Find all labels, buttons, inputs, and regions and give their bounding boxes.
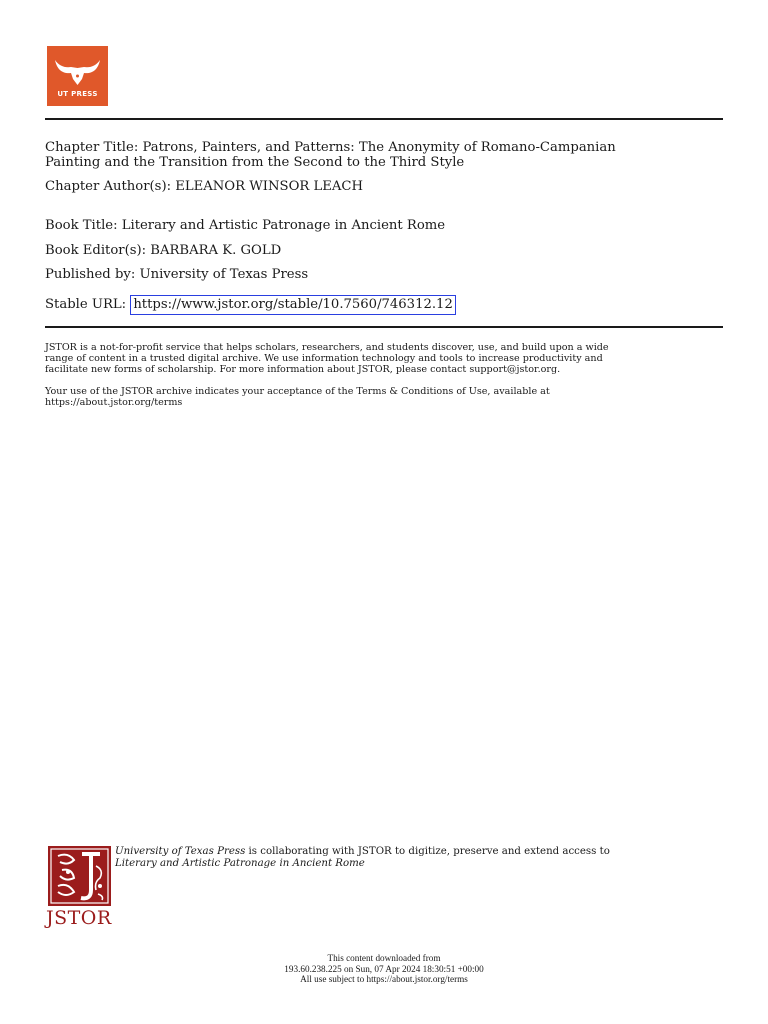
stable-url-link[interactable]: https://www.jstor.org/stable/10.7560/746312.12 bbox=[130, 295, 456, 315]
collaboration-line-2 bbox=[115, 858, 715, 870]
notice-line-1: JSTOR is a not-for-profit service that helps scholars, researchers, and students discover, use, and build upon a wide bbox=[45, 342, 609, 353]
terms-notice bbox=[45, 386, 705, 408]
stable-url-label: Stable URL: bbox=[45, 297, 127, 312]
chapter-title-line-2: Painting and the Transition from the Second to the Third Style bbox=[45, 155, 465, 170]
jstor-notice bbox=[45, 342, 705, 375]
publisher-name: University of Texas Press bbox=[115, 846, 246, 857]
published-by: Published by: University of Texas Press bbox=[45, 267, 309, 282]
ut-press-logo bbox=[47, 46, 108, 106]
top-divider bbox=[45, 118, 723, 120]
jstor-wordmark: JSTOR bbox=[46, 907, 112, 929]
jstor-seal-icon bbox=[48, 846, 111, 906]
terms-line-1: Your use of the JSTOR archive indicates your acceptance of the Terms & Conditions of Use, available at bbox=[45, 386, 550, 397]
logo-text: UT PRESS bbox=[57, 90, 98, 98]
collaboration-text: is collaborating with JSTOR to digitize, preserve and extend access to bbox=[245, 846, 610, 857]
footer-line-3: All use subject to https://about.jstor.org/terms bbox=[300, 974, 468, 984]
collaboration-statement bbox=[115, 846, 715, 869]
download-footer bbox=[0, 953, 768, 985]
collaboration-line-1 bbox=[115, 846, 715, 858]
notice-line-2: range of content in a trusted digital archive. We use information technology and tools to increase productivity and bbox=[45, 353, 603, 364]
chapter-authors: Chapter Author(s): ELEANOR WINSOR LEACH bbox=[45, 179, 364, 194]
footer-line-2: 193.60.238.225 on Sun, 07 Apr 2024 18:30:51 +00:00 bbox=[284, 963, 484, 974]
terms-link[interactable]: https://about.jstor.org/terms bbox=[45, 397, 183, 408]
collaboration-book: Literary and Artistic Patronage in Ancient Rome bbox=[115, 857, 365, 869]
footer-line-1: This content downloaded from bbox=[327, 953, 441, 963]
middle-divider bbox=[45, 326, 723, 328]
notice-line-3: facilitate new forms of scholarship. For more information about JSTOR, please contact support@jstor.org. bbox=[45, 364, 561, 375]
chapter-title-line-1: Chapter Title: Patrons, Painters, and Patterns: The Anonymity of Romano-Campanian bbox=[45, 140, 616, 155]
stable-url-row bbox=[45, 295, 456, 315]
book-title: Book Title: Literary and Artistic Patronage in Ancient Rome bbox=[45, 218, 446, 233]
book-editors: Book Editor(s): BARBARA K. GOLD bbox=[45, 243, 282, 258]
